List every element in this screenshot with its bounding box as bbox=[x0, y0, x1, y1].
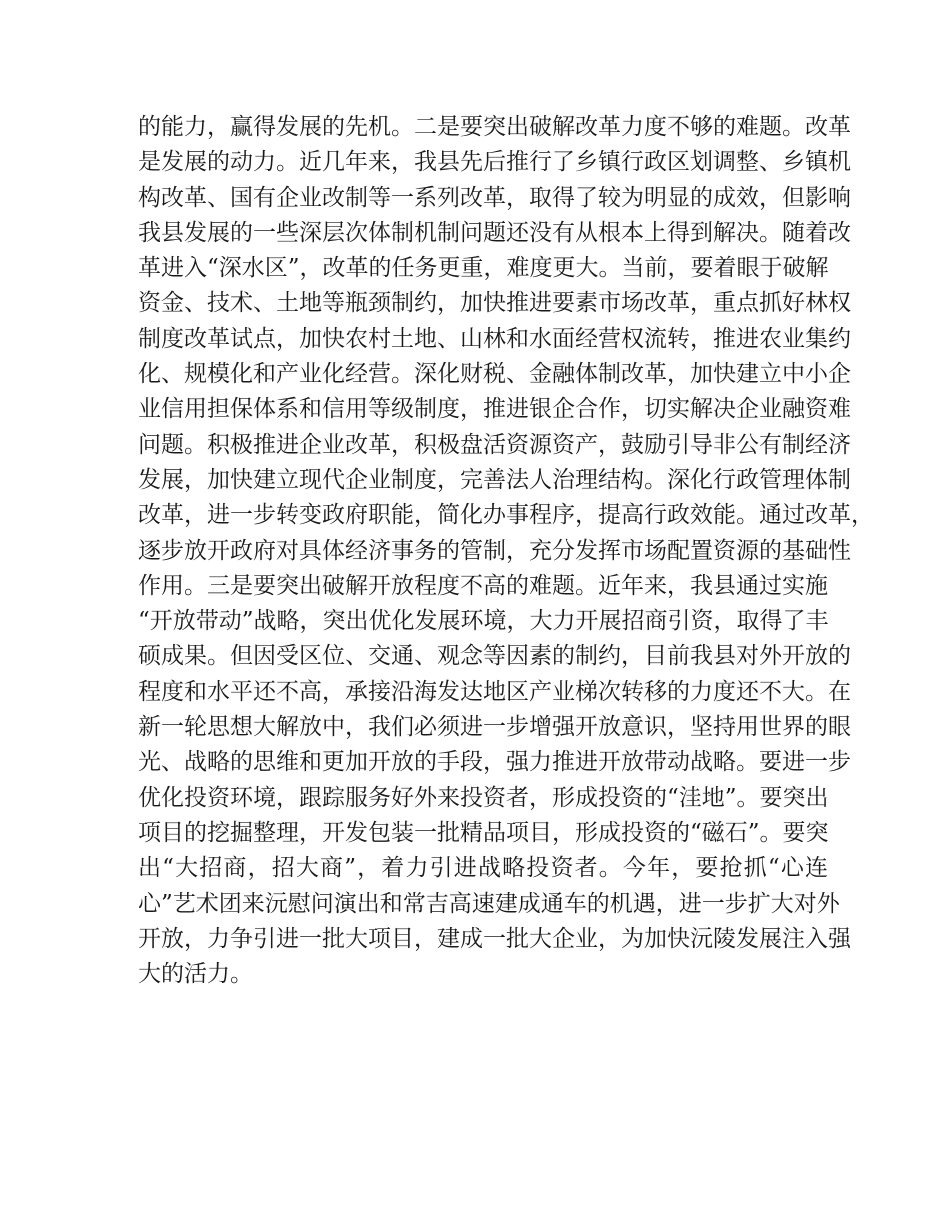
paragraph-line: 硕成果。但因受区位、交通、观念等因素的制约，目前我县对外开放的 bbox=[138, 643, 851, 670]
paragraph-line: 我县发展的一些深层次体制机制问题还没有从根本上得到解决。随着改 bbox=[138, 219, 851, 246]
paragraph-line: 开放，力争引进一批大项目，建成一批大企业，为加快沅陵发展注入强 bbox=[138, 925, 851, 952]
paragraph-line: 逐步放开政府对具体经济事务的管制，充分发挥市场配置资源的基础性 bbox=[138, 537, 851, 564]
paragraph-line: 业信用担保体系和信用等级制度，推进银企合作，切实解决企业融资难 bbox=[138, 396, 851, 423]
paragraph-line: 心”艺术团来沅慰问演出和常吉高速建成通车的机遇，进一步扩大对外 bbox=[138, 890, 840, 917]
body-paragraph bbox=[138, 110, 874, 992]
paragraph-line: 优化投资环境，跟踪服务好外来投资者，形成投资的“洼地”。要突出 bbox=[138, 784, 829, 811]
paragraph-line: 化、规模化和产业化经营。深化财税、金融体制改革，加快建立中小企 bbox=[138, 361, 851, 388]
paragraph-line: 问题。积极推进企业改革，积极盘活资源资产，鼓励引导非公有制经济 bbox=[138, 431, 851, 458]
paragraph-line: 大的活力。 bbox=[138, 961, 253, 988]
paragraph-line: “开放带动”战略，突出优化发展环境，大力开展招商引资，取得了丰 bbox=[138, 608, 829, 635]
paragraph-line: 构改革、国有企业改制等一系列改革，取得了较为明显的成效，但影响 bbox=[138, 184, 851, 211]
paragraph-line: 发展，加快建立现代企业制度，完善法人治理结构。深化行政管理体制 bbox=[138, 466, 851, 493]
paragraph-line: 新一轮思想大解放中，我们必须进一步增强开放意识，坚持用世界的眼 bbox=[138, 714, 851, 741]
paragraph-line: 项目的挖掘整理，开发包装一批精品项目，形成投资的“磁石”。要突 bbox=[138, 819, 829, 846]
paragraph-line: 程度和水平还不高，承接沿海发达地区产业梯次转移的力度还不大。在 bbox=[138, 678, 851, 705]
paragraph-line: 制度改革试点，加快农村土地、山林和水面经营权流转，推进农业集约 bbox=[138, 325, 851, 352]
paragraph-line: 光、战略的思维和更加开放的手段，强力推进开放带动战略。要进一步 bbox=[138, 749, 851, 776]
paragraph-line: 是发展的动力。近几年来，我县先后推行了乡镇行政区划调整、乡镇机 bbox=[138, 149, 851, 176]
paragraph-line: 的能力，赢得发展的先机。二是要突出破解改革力度不够的难题。改革 bbox=[138, 114, 851, 140]
paragraph-line: 革进入“深水区”，改革的任务更重，难度更大。当前，要着眼于破解 bbox=[138, 255, 829, 282]
paragraph-line: 改革，进一步转变政府职能，简化办事程序，提高行政效能。通过改革， bbox=[138, 502, 874, 529]
paragraph-line: 资金、技术、土地等瓶颈制约，加快推进要素市场改革，重点抓好林权 bbox=[138, 290, 851, 317]
paragraph-line: 出“大招商，招大商”，着力引进战略投资者。今年，要抢抓“心连 bbox=[138, 855, 828, 882]
paragraph-line: 作用。三是要突出破解开放程度不高的难题。近年来，我县通过实施 bbox=[138, 572, 828, 599]
